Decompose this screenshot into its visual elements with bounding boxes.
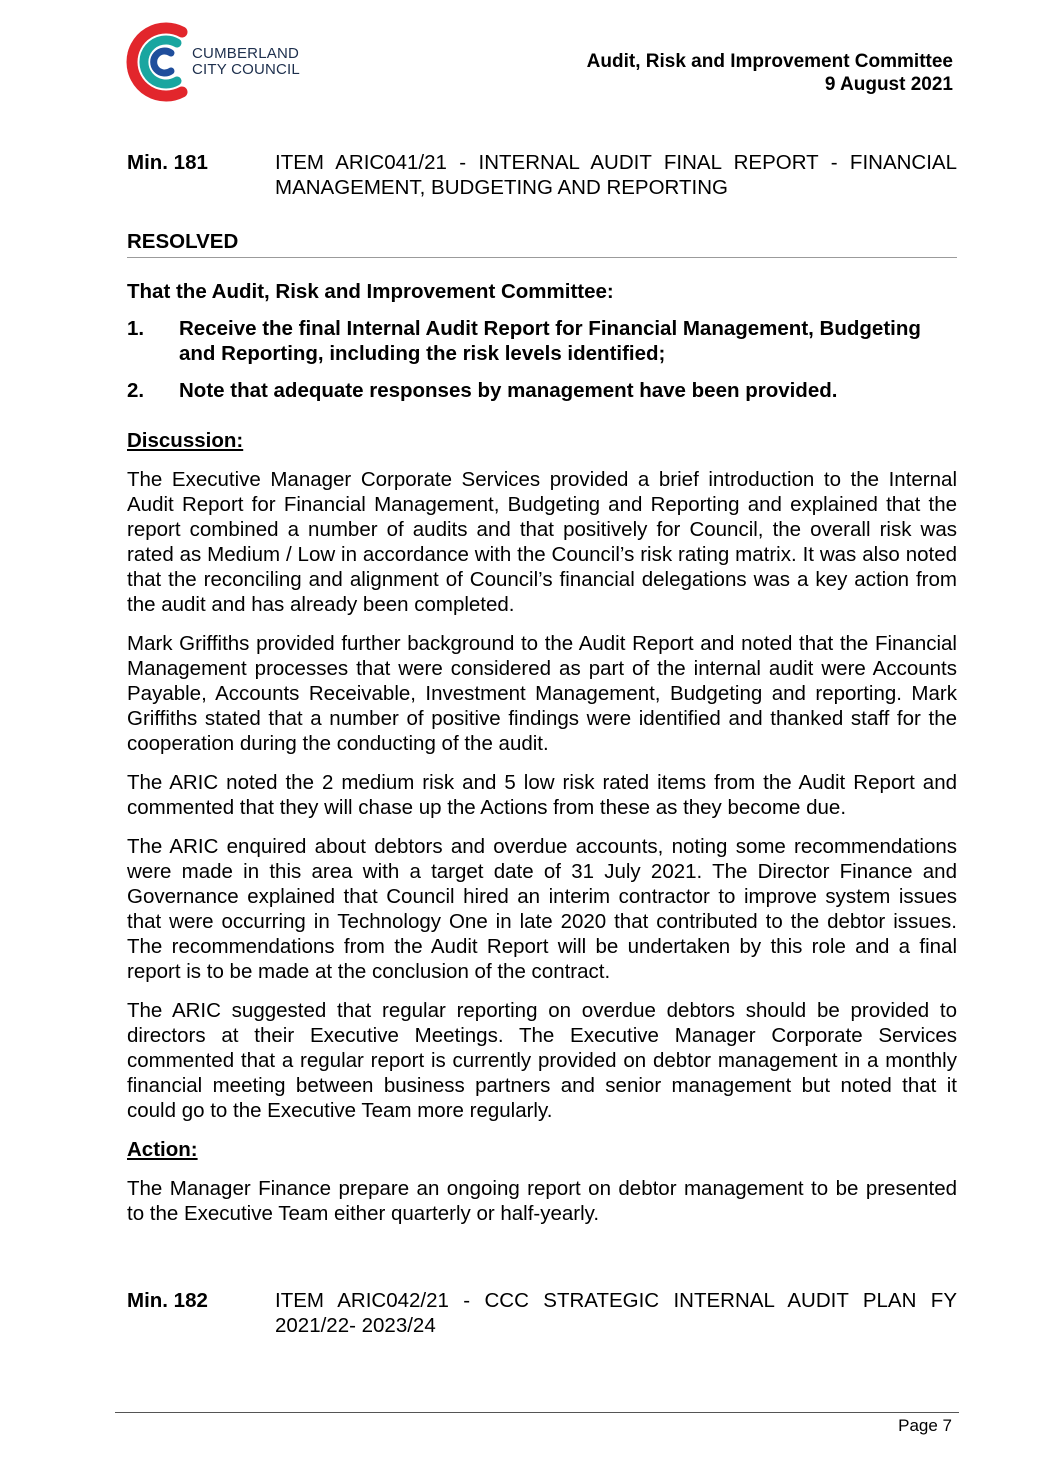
resolution-item [127,378,957,403]
discussion-paragraph: The ARIC suggested that regular reporting on overdue debtors should be provided to directors at their Executive Meetings. The Executive Manager Corporate Services commented that a regular report is currently provided on debtor management in a monthly financial meeting between business partners and senior management but noted that it could go to the Executive Team more regularly. [127,999,957,1122]
header-committee: Audit, Risk and Improvement Committee [586,51,953,72]
council-logo-icon [120,20,192,104]
footer-divider [115,1412,959,1413]
action-paragraph: The Manager Finance prepare an ongoing report on debtor management to be presented to the Executive Team either quarterly or half-yearly. [127,1177,957,1225]
header-date: 9 August 2021 [824,74,953,95]
action-heading: Action: [127,1138,198,1161]
resolution-item-number: 2. [127,379,145,402]
minute-182-title: ITEM ARIC042/21 - CCC STRATEGIC INTERNAL AUDIT PLAN FY 2021/22- 2023/24 [275,1289,957,1337]
minute-181-heading [127,150,957,200]
minute-182-number: Min. 182 [127,1289,208,1312]
resolution-item-number: 1. [127,317,145,340]
discussion-paragraph: The Executive Manager Corporate Services provided a brief introduction to the Internal Audit Report for Financial Management, Budgeting and Reporting and explained that the report combined a number of audits and that positively for Council, the overall risk was rated as Medium / Low in accordance with the Council’s risk rating matrix. It was also noted that the reconciling and alignment of Council’s financial delegations was a key action from the audit and has already been completed. [127,468,957,616]
council-logo [120,20,320,104]
discussion-heading: Discussion: [127,429,244,452]
logo-line-2: CITY COUNCIL [192,61,300,78]
minutes-content [127,150,957,1338]
resolution-intro: That the Audit, Risk and Improvement Committee: [127,280,614,303]
resolution-item-text: Receive the final Internal Audit Report for Financial Management, Budgeting and Reporting, including the risk levels identified; [179,317,921,365]
discussion-paragraph: The ARIC noted the 2 medium risk and 5 low risk rated items from the Audit Report and commented that they will chase up the Actions from these as they become due. [127,771,957,819]
minute-181-number: Min. 181 [127,151,208,174]
minute-181-title: ITEM ARIC041/21 - INTERNAL AUDIT FINAL REPORT - FINANCIAL MANAGEMENT, BUDGETING AND REPORTING [275,151,957,199]
resolution-item-text: Note that adequate responses by management have been provided. [179,379,838,402]
minute-182-heading [127,1288,957,1338]
resolution-item [127,316,957,366]
discussion-paragraph: Mark Griffiths provided further background to the Audit Report and noted that the Financial Management processes that were considered as part of the internal audit were Accounts Payable, Accounts Receivable, Investment Management, Budgeting and reporting. Mark Griffiths stated that a number of positive findings were identified and thanked staff for the cooperation during the conducting of the audit. [127,632,957,755]
page-header [587,50,953,96]
page-number: Page 7 [898,1416,952,1435]
logo-wordmark [192,46,300,78]
resolved-heading: RESOLVED [127,229,957,258]
logo-line-1: CUMBERLAND [192,45,300,62]
discussion-paragraph: The ARIC enquired about debtors and overdue accounts, noting some recommendations were made in this area with a target date of 31 July 2021. The Director Finance and Governance explained that Council hired an interim contractor to improve system issues that were occurring in Technology One in late 2020 that contributed to the debtor issues. The recommendations from the Audit Report will be undertaken by this role and a final report is to be made at the conclusion of the contract. [127,835,957,983]
